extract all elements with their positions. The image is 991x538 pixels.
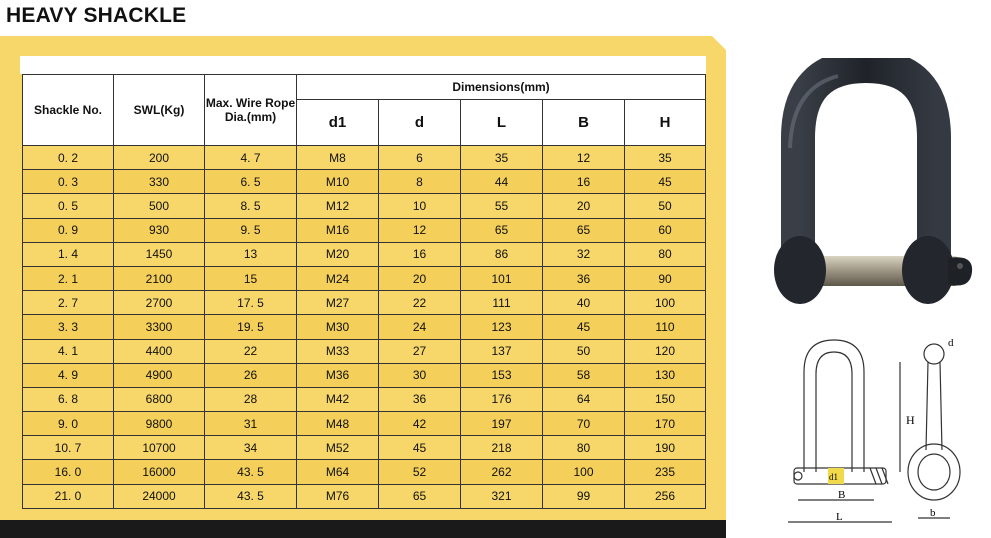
cell-wire-rope-dia: 8. 5 — [205, 194, 297, 218]
cell-L: 44 — [461, 170, 543, 194]
table-row — [23, 315, 706, 339]
cell-d: 20 — [379, 266, 461, 290]
cell-B: 36 — [543, 266, 625, 290]
cell-d: 6 — [379, 146, 461, 170]
header-d1: d1 — [297, 100, 379, 146]
cell-B: 100 — [543, 460, 625, 484]
table-row — [23, 218, 706, 242]
cell-L: 35 — [461, 146, 543, 170]
cell-wire-rope-dia: 34 — [205, 436, 297, 460]
table-row — [23, 436, 706, 460]
bottom-bar — [0, 520, 726, 538]
cell-B: 58 — [543, 363, 625, 387]
header-d: d — [379, 100, 461, 146]
dim-label-B: B — [838, 489, 846, 501]
table-row — [23, 291, 706, 315]
cell-d1: M8 — [297, 146, 379, 170]
cell-H: 80 — [625, 242, 706, 266]
cell-L: 197 — [461, 412, 543, 436]
cell-H: 60 — [625, 218, 706, 242]
cell-H: 50 — [625, 194, 706, 218]
cell-L: 101 — [461, 266, 543, 290]
cell-B: 45 — [543, 315, 625, 339]
cell-L: 153 — [461, 363, 543, 387]
cell-wire-rope-dia: 13 — [205, 242, 297, 266]
cell-H: 120 — [625, 339, 706, 363]
cell-swl: 6800 — [114, 387, 205, 411]
cell-swl: 9800 — [114, 412, 205, 436]
cell-shackle-no: 2. 1 — [23, 266, 114, 290]
cell-B: 50 — [543, 339, 625, 363]
cell-shackle-no: 10. 7 — [23, 436, 114, 460]
cell-swl: 500 — [114, 194, 205, 218]
cell-H: 130 — [625, 363, 706, 387]
cell-B: 64 — [543, 387, 625, 411]
header-max-wire-rope: Max. Wire Rope Dia.(mm) — [205, 75, 297, 146]
cell-wire-rope-dia: 43. 5 — [205, 484, 297, 508]
header-dimensions: Dimensions(mm) — [297, 75, 706, 100]
cell-shackle-no: 3. 3 — [23, 315, 114, 339]
cell-d1: M64 — [297, 460, 379, 484]
cell-shackle-no: 21. 0 — [23, 484, 114, 508]
cell-L: 111 — [461, 291, 543, 315]
cell-H: 235 — [625, 460, 706, 484]
cell-swl: 4900 — [114, 363, 205, 387]
cell-d1: M12 — [297, 194, 379, 218]
cell-B: 70 — [543, 412, 625, 436]
cell-H: 90 — [625, 266, 706, 290]
table-row — [23, 266, 706, 290]
cell-wire-rope-dia: 43. 5 — [205, 460, 297, 484]
cell-wire-rope-dia: 31 — [205, 412, 297, 436]
header-swl: SWL(Kg) — [114, 75, 205, 146]
table-row — [23, 146, 706, 170]
cell-d: 52 — [379, 460, 461, 484]
table-row — [23, 484, 706, 508]
cell-d1: M52 — [297, 436, 379, 460]
cell-H: 110 — [625, 315, 706, 339]
cell-d1: M48 — [297, 412, 379, 436]
dim-label-d: d — [948, 337, 954, 349]
dim-label-d1: d1 — [829, 472, 838, 482]
cell-swl: 930 — [114, 218, 205, 242]
cell-L: 321 — [461, 484, 543, 508]
cell-L: 176 — [461, 387, 543, 411]
cell-wire-rope-dia: 28 — [205, 387, 297, 411]
header-H: H — [625, 100, 706, 146]
cell-B: 40 — [543, 291, 625, 315]
cell-H: 100 — [625, 291, 706, 315]
cell-d1: M24 — [297, 266, 379, 290]
cell-B: 80 — [543, 436, 625, 460]
cell-H: 150 — [625, 387, 706, 411]
cell-d: 22 — [379, 291, 461, 315]
dim-label-H: H — [906, 413, 915, 427]
cell-B: 20 — [543, 194, 625, 218]
dim-label-b: b — [930, 507, 936, 519]
table-top-strip — [20, 56, 706, 74]
table-row — [23, 194, 706, 218]
cell-wire-rope-dia: 26 — [205, 363, 297, 387]
cell-wire-rope-dia: 17. 5 — [205, 291, 297, 315]
cell-L: 123 — [461, 315, 543, 339]
cell-shackle-no: 2. 7 — [23, 291, 114, 315]
header-L: L — [461, 100, 543, 146]
cell-d1: M20 — [297, 242, 379, 266]
cell-L: 218 — [461, 436, 543, 460]
table-row — [23, 363, 706, 387]
cell-d: 24 — [379, 315, 461, 339]
cell-swl: 24000 — [114, 484, 205, 508]
dim-label-L: L — [836, 511, 843, 523]
cell-L: 137 — [461, 339, 543, 363]
cell-d1: M33 — [297, 339, 379, 363]
cell-d: 42 — [379, 412, 461, 436]
cell-d: 45 — [379, 436, 461, 460]
cell-d: 8 — [379, 170, 461, 194]
cell-wire-rope-dia: 4. 7 — [205, 146, 297, 170]
cell-shackle-no: 1. 4 — [23, 242, 114, 266]
cell-swl: 10700 — [114, 436, 205, 460]
table-row — [23, 242, 706, 266]
cell-swl: 2100 — [114, 266, 205, 290]
cell-d: 36 — [379, 387, 461, 411]
cell-swl: 4400 — [114, 339, 205, 363]
cell-B: 65 — [543, 218, 625, 242]
cell-d1: M10 — [297, 170, 379, 194]
cell-swl: 1450 — [114, 242, 205, 266]
cell-d1: M27 — [297, 291, 379, 315]
cell-B: 32 — [543, 242, 625, 266]
cell-d1: M16 — [297, 218, 379, 242]
cell-swl: 3300 — [114, 315, 205, 339]
cell-d: 65 — [379, 484, 461, 508]
cell-shackle-no: 4. 9 — [23, 363, 114, 387]
cell-wire-rope-dia: 6. 5 — [205, 170, 297, 194]
cell-swl: 16000 — [114, 460, 205, 484]
cell-wire-rope-dia: 22 — [205, 339, 297, 363]
table-body — [23, 146, 706, 509]
cell-H: 170 — [625, 412, 706, 436]
cell-H: 45 — [625, 170, 706, 194]
cell-shackle-no: 4. 1 — [23, 339, 114, 363]
cell-shackle-no: 16. 0 — [23, 460, 114, 484]
cell-d: 30 — [379, 363, 461, 387]
cell-d: 10 — [379, 194, 461, 218]
page-title: HEAVY SHACKLE — [6, 4, 187, 27]
cell-B: 99 — [543, 484, 625, 508]
cell-shackle-no: 0. 2 — [23, 146, 114, 170]
cell-d: 12 — [379, 218, 461, 242]
cell-d1: M30 — [297, 315, 379, 339]
cell-wire-rope-dia: 19. 5 — [205, 315, 297, 339]
shackle-technical-drawing — [758, 332, 980, 532]
cell-L: 55 — [461, 194, 543, 218]
cell-B: 16 — [543, 170, 625, 194]
cell-B: 12 — [543, 146, 625, 170]
cell-wire-rope-dia: 15 — [205, 266, 297, 290]
table-row — [23, 170, 706, 194]
cell-H: 35 — [625, 146, 706, 170]
cell-wire-rope-dia: 9. 5 — [205, 218, 297, 242]
cell-shackle-no: 0. 3 — [23, 170, 114, 194]
cell-shackle-no: 6. 8 — [23, 387, 114, 411]
cell-d: 16 — [379, 242, 461, 266]
table-row — [23, 387, 706, 411]
cell-d1: M76 — [297, 484, 379, 508]
cell-L: 86 — [461, 242, 543, 266]
cell-swl: 330 — [114, 170, 205, 194]
cell-H: 256 — [625, 484, 706, 508]
table-row — [23, 412, 706, 436]
cell-swl: 200 — [114, 146, 205, 170]
cell-shackle-no: 0. 5 — [23, 194, 114, 218]
cell-H: 190 — [625, 436, 706, 460]
header-shackle-no: Shackle No. — [23, 75, 114, 146]
cell-shackle-no: 0. 9 — [23, 218, 114, 242]
shackle-photo — [768, 58, 982, 320]
cell-L: 262 — [461, 460, 543, 484]
cell-L: 65 — [461, 218, 543, 242]
cell-swl: 2700 — [114, 291, 205, 315]
table-row — [23, 339, 706, 363]
cell-shackle-no: 9. 0 — [23, 412, 114, 436]
cell-d: 27 — [379, 339, 461, 363]
header-B: B — [543, 100, 625, 146]
cell-d1: M36 — [297, 363, 379, 387]
table-row — [23, 460, 706, 484]
shackle-spec-table — [22, 74, 706, 509]
cell-d1: M42 — [297, 387, 379, 411]
